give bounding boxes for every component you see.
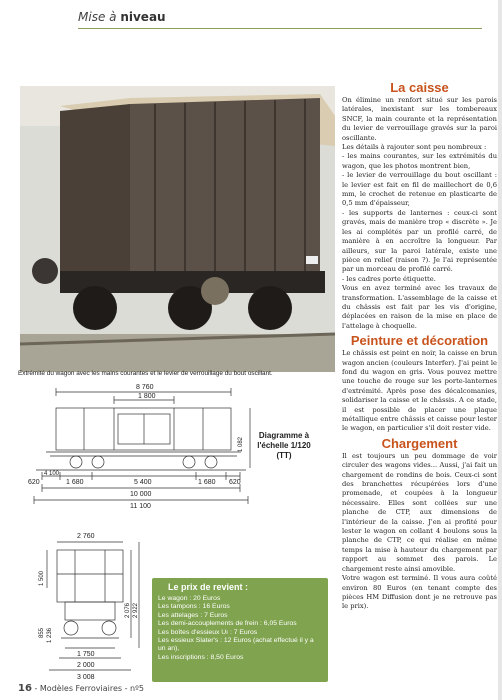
dim-h1: 4 100 [44,471,60,477]
cost-item: Les attelages : 7 Euros [158,611,228,619]
dim-b4: 1 680 [198,479,216,486]
heading-caisse: La caisse [390,80,449,95]
page-footer [18,683,144,694]
end-dim-h5: 1 236 [47,627,53,643]
end-dim-b3: 3 008 [77,674,95,681]
end-dim-h1: 1 500 [39,570,45,586]
end-dim-h2: 2 076 [125,602,131,618]
paragraph: - les cadres porte étiquette. [342,274,436,283]
end-dim-b1: 1 750 [77,651,95,658]
paragraph: - les supports de lanternes : ceux-ci sont gravés, mais de manière trop « discrète ». Je les ai complétés par un profilé carré, de manière à en accroître la longueur. Par ailleurs, sur la paroi latérale, existe une pièce en relief (raison ?). Je l'ai représentée par un morceau de profilé carré. [342,208,497,274]
heading-peinture: Peinture et décoration [350,333,489,349]
page-number: 16 [18,683,32,694]
paragraph: Vous en avez terminé avec les travaux de transformation. L'assemblage de la caisse et du châssis est fait par les vis d'origine, déplacées en raison de la mise en place de l'attelage à choquelle. [342,284,497,330]
photo-caption: Extrémité du wagon avec les mains courantes et le levier de verrouillage du bout oscillant. [18,370,273,377]
article-column [342,80,497,612]
paragraph: - le levier de verrouillage du bout oscillant : le levier est fait en fil de maillechort de 0,6 mm, le crochet de retenue en plasticarte de 0,5 mm d'épaisseur, [342,171,497,208]
cost-item: Le wagon : 20 Euros [158,595,221,602]
page-header [0,0,502,30]
cost-title: Le prix de revient : [168,582,249,592]
diagram-label: Diagramme à l'échelle 1/120 (TT) [257,431,311,460]
cost-item: Les essieux Slater's : 12 Euros (achat effectué il y a un an), [158,637,314,653]
paragraph: Le châssis est peint en noir, la caisse en brun wagon ancien (couleurs Interfer). J'ai peint le fond du wagon en gris. Vous pouvez mettre une touche de rouge sur les porte-lanternes d'extrémité. Après pose des décalcomanies, solidariser la caisse et le châssis. A ce stade, il est possible de placer une plaque métallique entre châssis et caisse pour lester le wagon, en particulier s'il doit rester vide. [342,349,497,433]
dim-total2: 11 100 [130,503,151,510]
cost-item: Les tampons : 16 Euros [158,603,230,611]
paragraph: Votre wagon est terminé. Il vous aura coûté environ 80 Euros (en tenant compte des pièces HM Diffusion dont je ne retrouve pas le prix). [342,574,497,611]
magazine-name: - Modèles Ferroviaires - nº5 [34,684,144,693]
side-elevation-drawing [26,380,256,510]
section-prefix: Mise à [78,10,117,24]
paragraph: Il est toujours un peu dommage de voir circuler des wagons vides... Aussi, j'ai fait un chargement de rondins de bois. Ceux-ci sont des branchettes récupérées lors d'une promenade, et coupées à la longueur nécessaire. Elles sont collées sur une planche de CTP, aux dimensions de l'intérieur de la caisse. J'en ai profité pour lester le wagon en collant 4 boulons sous la planche de CTP, ce qui réalise en même temps la mise à hauteur du chargement par rapport au sommet des parois. Le chargement reste ainsi amovible. [342,451,497,573]
end-dim-h4: 855 [39,627,45,638]
cost-list [152,595,328,662]
dim-h2: 1 082 [238,436,244,452]
section-title [78,10,166,24]
cost-item: Les inscriptions : 8,50 Euros [158,653,244,661]
heading-chargement: Chargement [381,435,458,451]
cost-box [152,578,328,682]
paragraph: - les mains courantes, sur les extrémités du wagon, que les photos montrent bien, [342,152,497,170]
end-elevation-drawing [35,528,145,683]
wagon-photo [20,86,335,372]
paragraph: On élimine un renfort situé sur les parois latérales, inexistant sur les tombereaux SNCF, la main courante et la représentation du levier de verrouillage gravés sur la paroi oscillante. [342,96,497,142]
dim-total1: 10 000 [130,491,152,498]
dim-top-total: 8 760 [136,384,154,391]
cost-item: Les boîtes d'essieux Uı : 7 Euros [158,628,258,636]
end-dim-h3: 2 922 [133,602,139,618]
dim-b5: 620 [229,479,241,486]
header-rule [78,28,482,29]
cost-item: Les demi-accouplements de frein : 6,05 Euros [158,620,297,628]
section-name: niveau [120,10,166,24]
paragraph: Les détails à rajouter sont peu nombreux : [342,143,487,152]
end-dim-w1: 2 760 [77,533,95,540]
page-spine [498,0,502,700]
dim-b3: 5 400 [134,479,152,486]
dim-top-inner: 1 800 [138,393,156,400]
end-dim-b2: 2 000 [77,662,95,669]
dim-b2: 1 680 [66,479,84,486]
dim-b1: 620 [28,479,40,486]
